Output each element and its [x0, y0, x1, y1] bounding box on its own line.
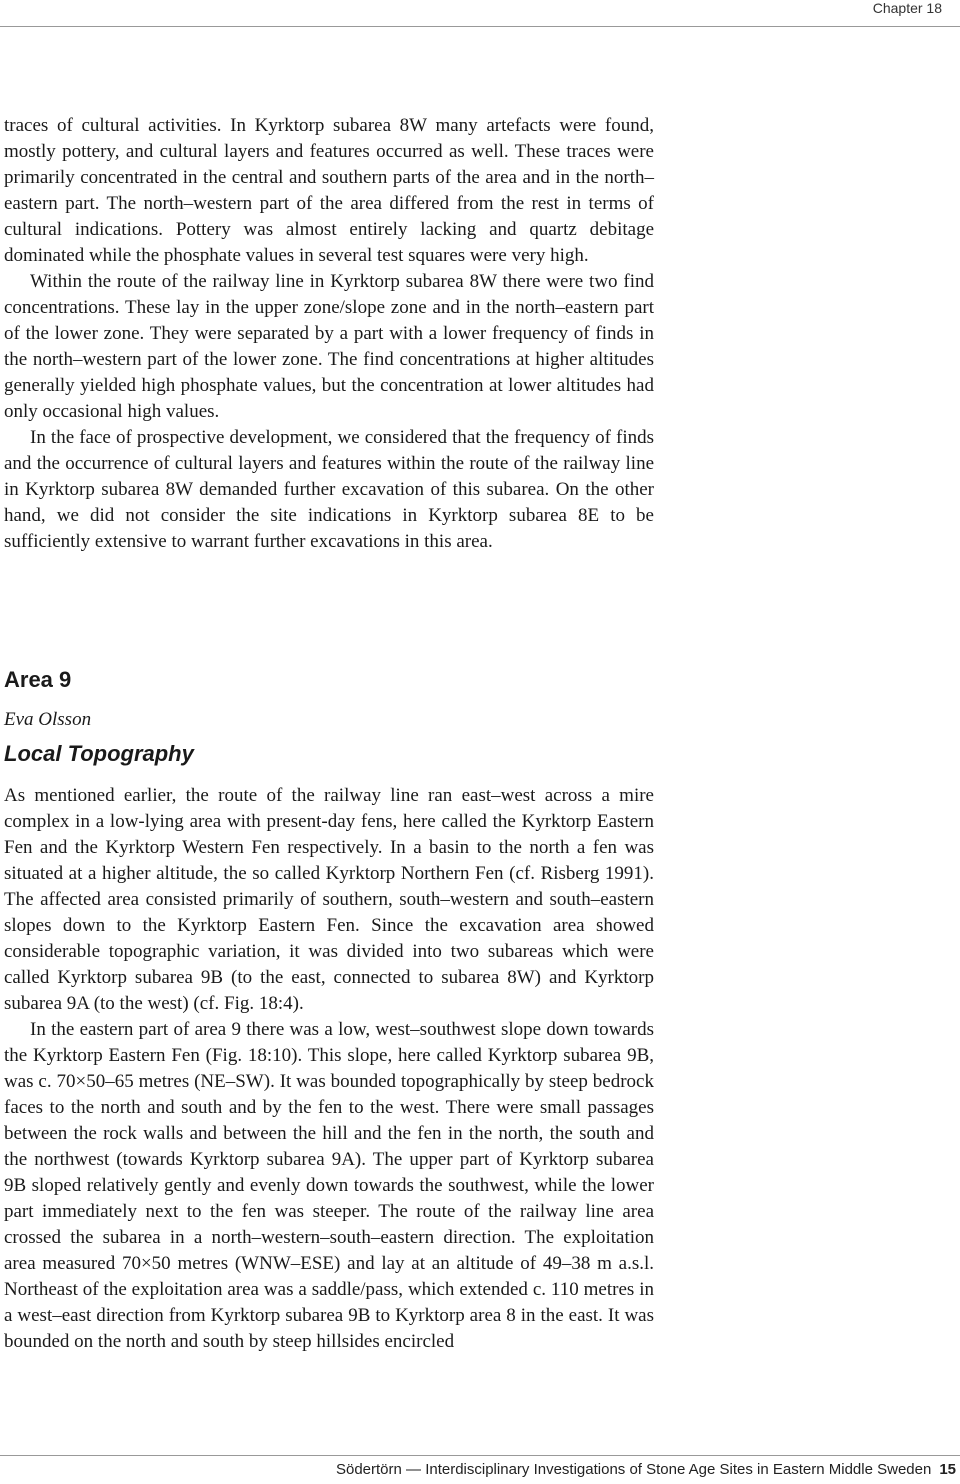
text-block-area8 — [4, 113, 654, 555]
paragraph: In the face of prospective development, we considered that the frequency of finds and the occurrence of cultural layers and features within the route of the railway line in Kyrktorp subarea 8W demanded further excavation of this subarea. On the other hand, we did not consider the site indications in Kyrktorp subarea 8E to be sufficiently extensive to warrant further excavations in this area. — [4, 427, 654, 552]
author-name: Eva Olsson — [4, 709, 92, 730]
footer-title: Södertörn — Interdisciplinary Investigations of Stone Age Sites in Eastern Middle Sweden — [335, 1461, 932, 1478]
subsection-heading: Local Topography — [4, 741, 194, 766]
paragraph: Within the route of the railway line in Kyrktorp subarea 8W there were two find concentrations. These lay in the upper zone/slope zone and in the north–eastern part of the lower zone. They were separated by a part with a lower frequency of finds in the north–western part of the lower zone. The find concentrations at higher altitudes generally yielded high phosphate values, but the concentration at lower altitudes had only occasional high values. — [4, 271, 654, 422]
paragraph: In the eastern part of area 9 there was a low, west–southwest slope down towards the Kyrktorp Eastern Fen (Fig. 18:10). This slope, here called Kyrktorp subarea 9B, was c. 70×50–65 metres (NE–SW). It was bounded topographically by steep bedrock faces to the north and south and by the fen to the west. There were small passages between the rock walls and between the hill and the fen in the north, the south and the northwest (towards Kyrktorp subarea 9A). The upper part of Kyrktorp subarea 9B sloped relatively gently and evenly down towards the southwest, while the lower part immediately next to the fen was steeper. The route of the railway line area crossed the subarea in a north–western–south–eastern direction. The exploitation area measured 70×50 metres (WNW–ESE) and lay at an altitude of 49–38 m a.s.l. Northeast of the exploitation area was a saddle/pass, which extended c. 110 metres in a west–east direction from Kyrktorp subarea 9B to Kyrktorp area 8 in the east. It was bounded on the north and south by steep hillsides encircled — [4, 1019, 654, 1352]
footer-rule — [0, 1455, 960, 1456]
paragraph: As mentioned earlier, the route of the railway line ran east–west across a mire complex in a low-lying area with present-day fens, here called the Kyrktorp Eastern Fen and the Kyrktorp Western Fen respectively. In a basin to the north a fen was situated at a higher altitude, the so called Kyrktorp Northern Fen (cf. Risberg 1991). The affected area consisted primarily of southern, south–western and south–eastern slopes down to the Kyrktorp Eastern Fen. Since the excavation area showed considerable topographic variation, it was divided into two subareas which were called Kyrktorp subarea 9B (to the east, connected to subarea 8W) and Kyrktorp subarea 9A (to the west) (cf. Fig. 18:4). — [4, 785, 654, 1014]
header-rule — [0, 26, 960, 27]
page-number: 15 — [939, 1461, 956, 1478]
section-heading: Area 9 — [4, 667, 72, 692]
text-block-area9 — [4, 783, 654, 1355]
page-footer — [336, 1461, 956, 1478]
running-head-chapter: Chapter 18 — [872, 0, 942, 16]
paragraph: traces of cultural activities. In Kyrktorp subarea 8W many artefacts were found, mostly pottery, and cultural layers and features occurred as well. These traces were primarily concentrated in the central and southern parts of the area and in the north–eastern part. The north–western part of the area differed from the rest in terms of cultural indications. Pottery was almost entirely lacking and quartz debitage dominated while the phosphate values in several test squares were very high. — [4, 115, 654, 266]
